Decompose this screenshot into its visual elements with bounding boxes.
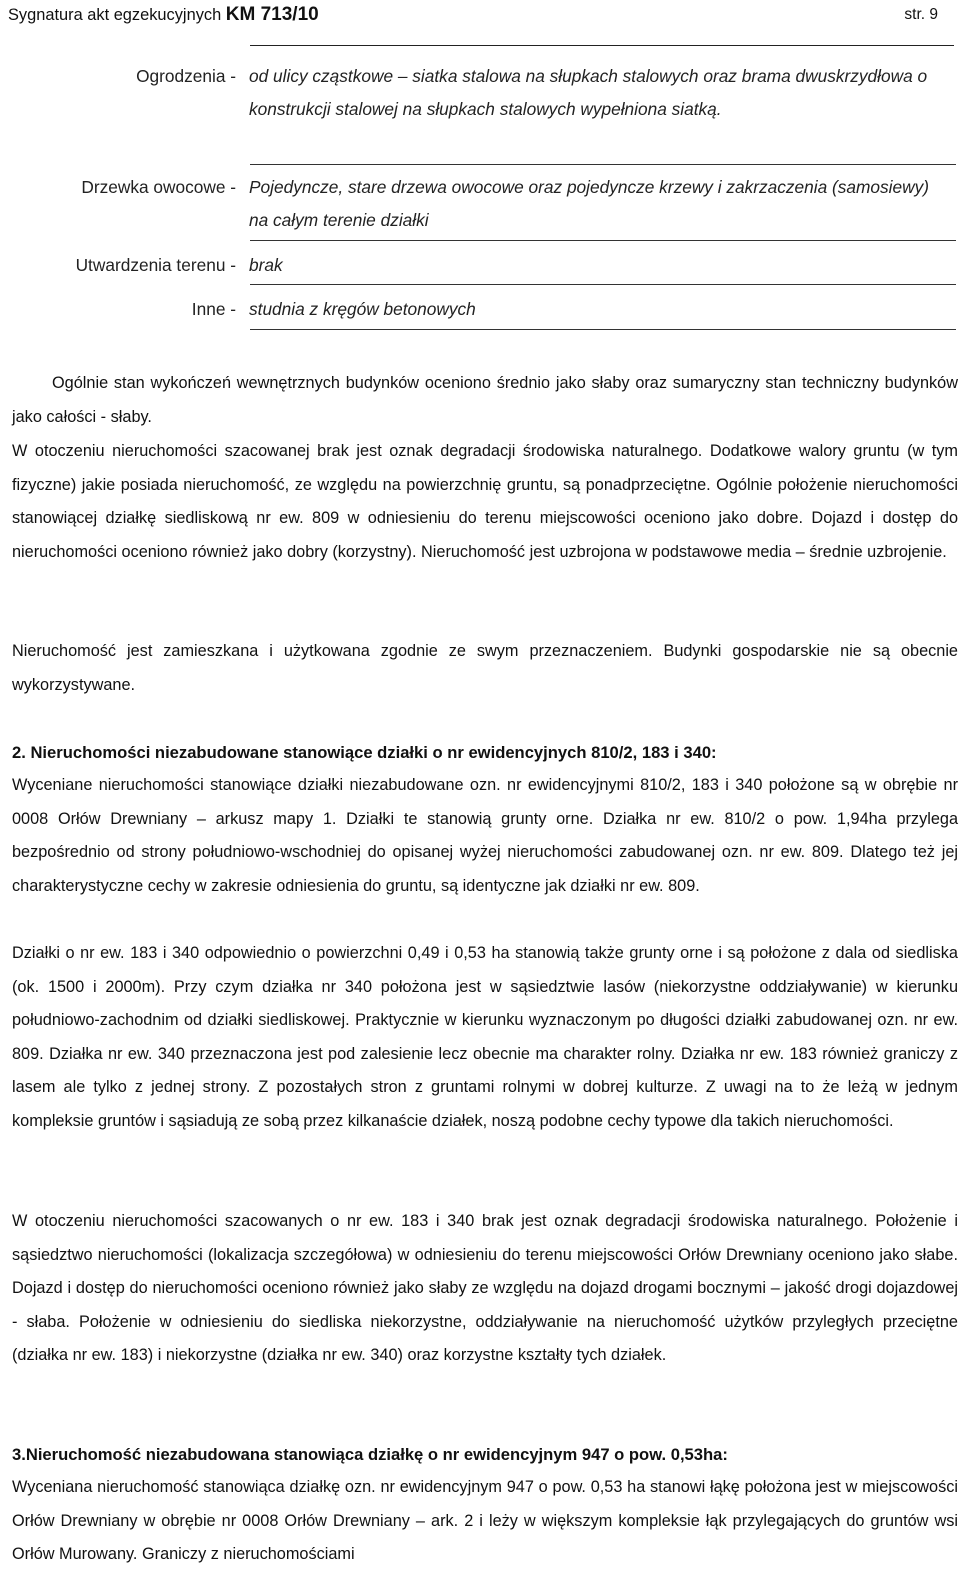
property-label-fences: Ogrodzenia - bbox=[136, 66, 236, 86]
property-label-other: Inne - bbox=[191, 299, 236, 319]
page-header bbox=[8, 2, 952, 28]
property-value-paving: brak bbox=[249, 255, 283, 275]
paragraph-condition: Ogólnie stan wykończeń wewnętrznych budynków oceniono średnio jako słaby oraz sumaryczny stan techniczny budynków jako całości - słaby. bbox=[12, 374, 958, 426]
property-label-fruit-trees: Drzewka owocowe - bbox=[81, 177, 236, 197]
property-value-fences: od ulicy cząstkowe – siatka stalowa na słupkach stalowych oraz brama dwuskrzydłowa o konstrukcji stalowej na słupkach stalowych wypełniona siatką. bbox=[249, 66, 928, 119]
property-rule bbox=[250, 284, 956, 285]
paragraph-section2-surroundings: W otoczeniu nieruchomości szacowanych o nr ew. 183 i 340 brak jest oznak degradacji środowiska naturalnego. Położenie i sąsiedztwo nieruchomości (lokalizacja szczegółowa) w odniesieniu do terenu miejscowości Orłów Drewniany oceniono jako słabe. Dojazd i dostęp do nieruchomości oceniono również jako słaby ze względu na dojazd drogami bocznymi – jakość drogi dojazdowej - słaba. Położenie w odniesieniu do siedliska niekorzystne, oddziaływanie na nieruchomość użytków przyległych przeciętne (działka nr ew. 183) i niekorzystne (działka nr ew. 340) oraz korzystne kształty tych działek. bbox=[12, 1212, 958, 1364]
header-title-prefix: Sygnatura akt egzekucyjnych bbox=[8, 6, 222, 24]
paragraph-section2-intro: Wyceniane nieruchomości stanowiące działki niezabudowane ozn. nr ewidencyjnymi 810/2, 183 i 340 położone są w obrębie nr 0008 Orłów Drewniany – arkusz mapy 1. Działki te stanowią grunty orne. Działka nr ew. 810/2 o pow. 1,94ha przylega bezpośrednio od strony południowo-wschodniej do opisanej wyżej nieruchomości zabudowanej ozn. nr ew. 809. Dlatego też jej charakterystyczne cechy w zakresie odniesienia do gruntu, są identyczne jak działki nr ew. 809. bbox=[12, 776, 958, 895]
section-heading-2: 2. Nieruchomości niezabudowane stanowiące działki o nr ewidencyjnych 810/2, 183 i 340: bbox=[12, 743, 717, 762]
paragraph-section2-plots: Działki o nr ew. 183 i 340 odpowiednio o powierzchni 0,49 i 0,53 ha stanowią także grunty orne i są położone z dala od siedliska (ok. 1500 i 2000m). Przy czym działka nr 340 położona jest w sąsiedztwie lasów (niekorzystne oddziaływanie) w kierunku południowo-zachodnim od działki siedliskowej. Praktycznie w kierunku wyznaczonym po długości działki zabudowanej ozn. nr ew. 809. Działka nr ew. 340 przeznaczona jest pod zalesienie lecz obecnie ma charakter rolny. Działka nr ew. 183 również graniczy z lasem ale tylko z jednej strony. Z pozostałych stron z gruntami rolnymi w dobrej kulturze. Z uwagi na to że leżą w jednym kompleksie gruntów i sąsiadują ze sobą przez kilkanaście działek, noszą podobne cechy typowe dla takich nieruchomości. bbox=[12, 944, 958, 1130]
property-label-paving: Utwardzenia terenu - bbox=[75, 255, 236, 275]
paragraph-surroundings: W otoczeniu nieruchomości szacowanej brak jest oznak degradacji środowiska naturalnego. Dodatkowe walory gruntu (w tym fizyczne) jakie posiada nieruchomość, ze względu na powierzchnię gruntu, są ponadprzeciętne. Ogólnie położenie nieruchomości stanowiącej działkę siedliskową nr ew. 809 w odniesieniu do terenu miejscowości oceniono jako dobre. Dojazd i dostęp do nieruchomości oceniono również jako dobry (korzystny). Nieruchomość jest uzbrojona w podstawowe media – średnie uzbrojenie. bbox=[12, 442, 958, 561]
page-number: str. 9 bbox=[904, 6, 938, 23]
property-value-fruit-trees: Pojedyncze, stare drzewa owocowe oraz pojedyncze krzewy i zakrzaczenia (samosiewy) na całym terenie działki bbox=[249, 177, 930, 230]
property-value-other: studnia z kręgów betonowych bbox=[249, 299, 476, 319]
section-heading-3: 3.Nieruchomość niezabudowana stanowiąca działkę o nr ewidencyjnym 947 o pow. 0,53ha: bbox=[12, 1445, 728, 1464]
paragraph-section3-intro: Wyceniana nieruchomość stanowiąca działkę ozn. nr ewidencyjnym 947 o pow. 0,53 ha stanowi łąkę położona jest w miejscowości Orłów Drewniany w obrębie nr 0008 Orłów Drewniany – ark. 2 i leży w większym kompleksie łąk przylegających do gruntów wsi Orłów Murowany. Graniczy z nieruchomościami bbox=[12, 1478, 958, 1563]
header-signature bbox=[8, 4, 319, 26]
paragraph-usage: Nieruchomość jest zamieszkana i użytkowana zgodnie ze swym przeznaczeniem. Budynki gospodarskie nie są obecnie wykorzystywane. bbox=[12, 642, 958, 694]
header-rule bbox=[250, 45, 954, 46]
case-signature: KM 713/10 bbox=[225, 4, 319, 25]
property-rule bbox=[250, 329, 956, 330]
property-rule bbox=[250, 164, 956, 165]
property-rule bbox=[250, 240, 956, 241]
